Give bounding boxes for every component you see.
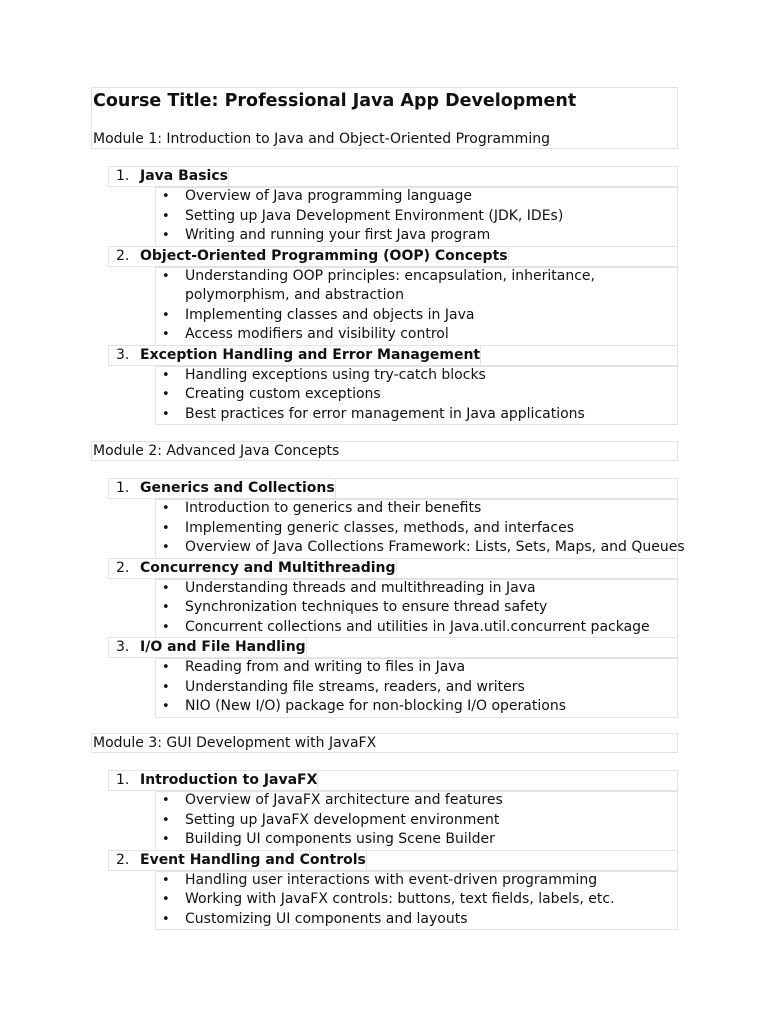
topic-title: Introduction to JavaFX	[140, 772, 318, 788]
bullet-icon: •	[162, 911, 170, 927]
bullet-text: Concurrent collections and utilities in Java.util.concurrent package	[185, 618, 650, 635]
bullet-icon: •	[162, 208, 170, 224]
topic-number: 1.	[116, 480, 130, 496]
bullet-text: polymorphism, and abstraction	[185, 287, 404, 303]
topic-title: Concurrency and Multithreading	[140, 559, 396, 576]
bullet-text: Creating custom exceptions	[185, 386, 381, 402]
bullet-text: Overview of Java Collections Framework: Lists, Sets, Maps, and Queues	[185, 539, 685, 555]
bullet-icon: •	[162, 387, 170, 402]
bullet-icon: •	[162, 327, 170, 342]
bullet-text: Overview of JavaFX architecture and features	[185, 792, 503, 808]
bullet-text: Overview of Java programming language	[185, 188, 473, 204]
bullet-icon: •	[162, 189, 170, 204]
bullet-text: Building UI components using Scene Builder	[185, 831, 495, 847]
bullet-text: Writing and running your first Java program	[185, 227, 491, 243]
bullet-text: Understanding threads and multithreading in Java	[185, 579, 536, 596]
topic-title: Exception Handling and Error Management	[140, 346, 481, 363]
bullet-icon: •	[162, 406, 170, 422]
bullet-icon: •	[162, 540, 170, 555]
topic-number: 2.	[116, 851, 130, 868]
bullet-text: Introduction to generics and their benefits	[185, 500, 482, 516]
bullet-text: Understanding file streams, readers, and writers	[185, 678, 525, 695]
bullet-icon: •	[162, 679, 170, 695]
topic-title: Object-Oriented Programming (OOP) Concepts	[140, 247, 508, 264]
bullet-icon: •	[162, 872, 170, 888]
bullet-icon: •	[162, 600, 170, 615]
topic-number: 1.	[116, 168, 130, 184]
topic-number: 3.	[116, 346, 130, 363]
topic-title: I/O and File Handling	[140, 639, 306, 655]
bullet-icon: •	[162, 268, 170, 284]
bullet-icon: •	[162, 520, 170, 536]
topic-title: Event Handling and Controls	[140, 851, 366, 868]
bullet-text: Customizing UI components and layouts	[185, 910, 468, 927]
bullet-text: Setting up JavaFX development environment	[185, 811, 500, 828]
bullet-icon: •	[162, 793, 170, 808]
bullet-text: Implementing generic classes, methods, and interfaces	[185, 519, 574, 536]
bullet-text: Working with JavaFX controls: buttons, text fields, labels, etc.	[185, 891, 615, 907]
module-heading: Module 1: Introduction to Java and Object-Oriented Programming	[93, 130, 550, 147]
module-heading: Module 3: GUI Development with JavaFX	[93, 734, 377, 751]
bullet-icon: •	[162, 660, 170, 675]
bullet-icon: •	[162, 228, 170, 243]
bullet-text: Handling user interactions with event-driven programming	[185, 871, 598, 888]
bullet-icon: •	[162, 892, 170, 907]
bullet-text: Access modifiers and visibility control	[185, 326, 449, 342]
topic-title: Java Basics	[140, 168, 228, 184]
bullet-icon: •	[162, 501, 170, 516]
topic-title: Generics and Collections	[140, 480, 335, 496]
bullet-icon: •	[162, 832, 170, 847]
bullet-icon: •	[162, 367, 170, 383]
topic-number: 2.	[116, 559, 130, 576]
topic-number: 2.	[116, 247, 130, 264]
topic-number: 1.	[116, 772, 130, 788]
bullet-text: Implementing classes and objects in Java	[185, 306, 475, 323]
bullet-icon: •	[162, 580, 170, 596]
bullet-text: Setting up Java Development Environment (JDK, IDEs)	[185, 207, 564, 224]
bullet-text: Best practices for error management in Java applications	[185, 405, 585, 422]
module-heading: Module 2: Advanced Java Concepts	[93, 442, 340, 459]
bullet-text: Handling exceptions using try-catch blocks	[185, 366, 486, 383]
bullet-icon: •	[162, 812, 170, 828]
bullet-text: Reading from and writing to files in Java	[185, 659, 466, 675]
bullet-icon: •	[162, 307, 170, 323]
topic-number: 3.	[116, 639, 130, 655]
bullet-text: NIO (New I/O) package for non-blocking I/O operations	[185, 698, 566, 714]
bullet-icon: •	[162, 699, 170, 714]
bullet-text: Synchronization techniques to ensure thread safety	[185, 599, 548, 615]
course-title: Course Title: Professional Java App Development	[93, 91, 577, 111]
bullet-text: Understanding OOP principles: encapsulation, inheritance,	[185, 267, 595, 284]
bullet-icon: •	[162, 619, 170, 635]
